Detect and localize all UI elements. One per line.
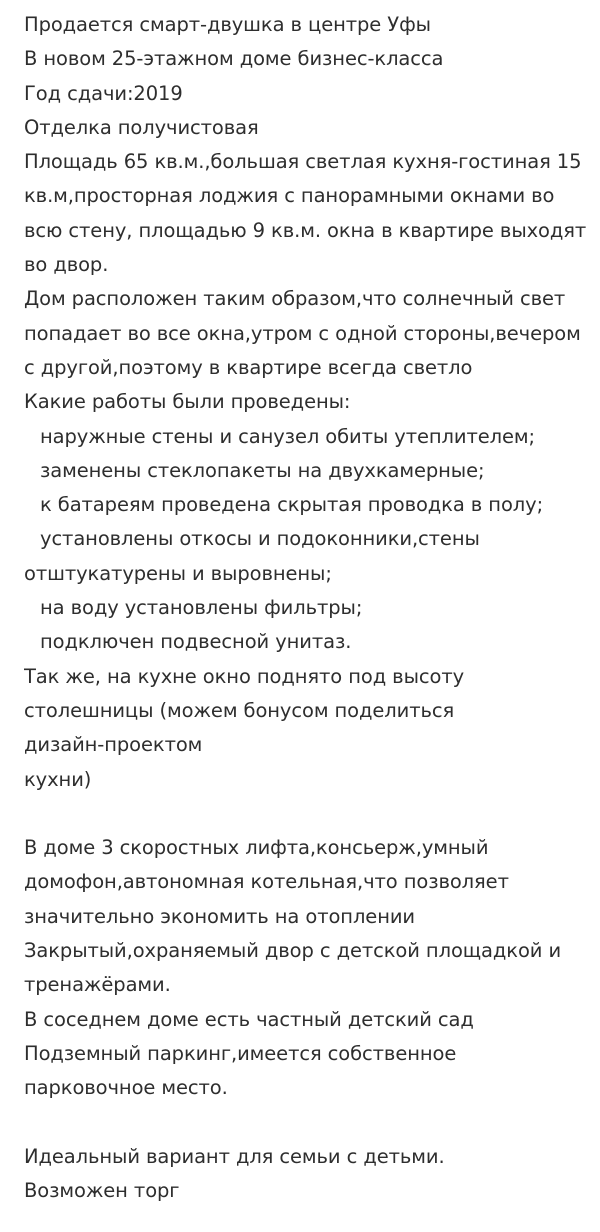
description-line: Отделка получистовая (24, 115, 259, 139)
paragraph-spacer (24, 1106, 592, 1140)
description-line: кв.м,просторная лоджия с панорамными окнами во (24, 184, 555, 208)
description-line: тренажёрами. (24, 973, 171, 997)
description-line: домофон,автономная котельная,что позволяет (24, 870, 509, 894)
description-line: парковочное место. (24, 1076, 228, 1100)
description-line: всю стену, площадью 9 кв.м. окна в квартире выходят (24, 218, 587, 242)
description-line: В новом 25-этажном доме бизнес-класса (24, 47, 444, 71)
paragraph-spacer (24, 797, 592, 831)
description-line: дизайн-проектом (24, 733, 203, 757)
works-list-item: к батареям проведена скрытая проводка в полу; (40, 493, 544, 517)
description-line: Площадь 65 кв.м.,большая светлая кухня-гостиная 15 (24, 150, 582, 174)
description-line: Год сдачи:2019 (24, 81, 183, 105)
description-line: Закрытый,охраняемый двор с детской площадкой и (24, 939, 562, 963)
description-line: Подземный паркинг,имеется собственное (24, 1041, 457, 1065)
description-line: с другой,поэтому в квартире всегда светло (24, 355, 473, 379)
works-list-item: заменены стеклопакеты на двухкамерные; (40, 458, 485, 482)
description-line: В доме 3 скоростных лифта,консьерж,умный (24, 836, 489, 860)
description-line: попадает во все окна,утром с одной стороны,вечером (24, 321, 581, 345)
description-line: Продается смарт-двушка в центре Уфы (24, 13, 431, 36)
works-list-item: наружные стены и санузел обиты утеплителем; (40, 424, 535, 448)
description-line: во двор. (24, 253, 109, 277)
works-list-item: на воду установлены фильтры; (40, 596, 363, 620)
works-list-item: подключен подвесной унитаз. (40, 630, 352, 654)
description-line: кухни) (24, 767, 92, 791)
description-line: Дом расположен таким образом,что солнечный свет (24, 287, 566, 311)
works-list-item: установлены откосы и подоконники,стены (40, 527, 480, 551)
works-list-item-continuation: отштукатурены и выровнены; (24, 561, 332, 585)
description-line: В соседнем доме есть частный детский сад (24, 1007, 474, 1031)
description-line: Какие работы были проведены: (24, 390, 351, 414)
description-line: столешницы (можем бонусом поделиться (24, 698, 455, 722)
description-line: значительно экономить на отоплении (24, 904, 415, 928)
description-line: Возможен торг (24, 1179, 180, 1203)
description-line: Идеальный вариант для семьи с детьми. (24, 1144, 445, 1168)
description-line: Так же, на кухне окно поднято под высоту (24, 664, 465, 688)
listing-description (24, 8, 592, 1208)
